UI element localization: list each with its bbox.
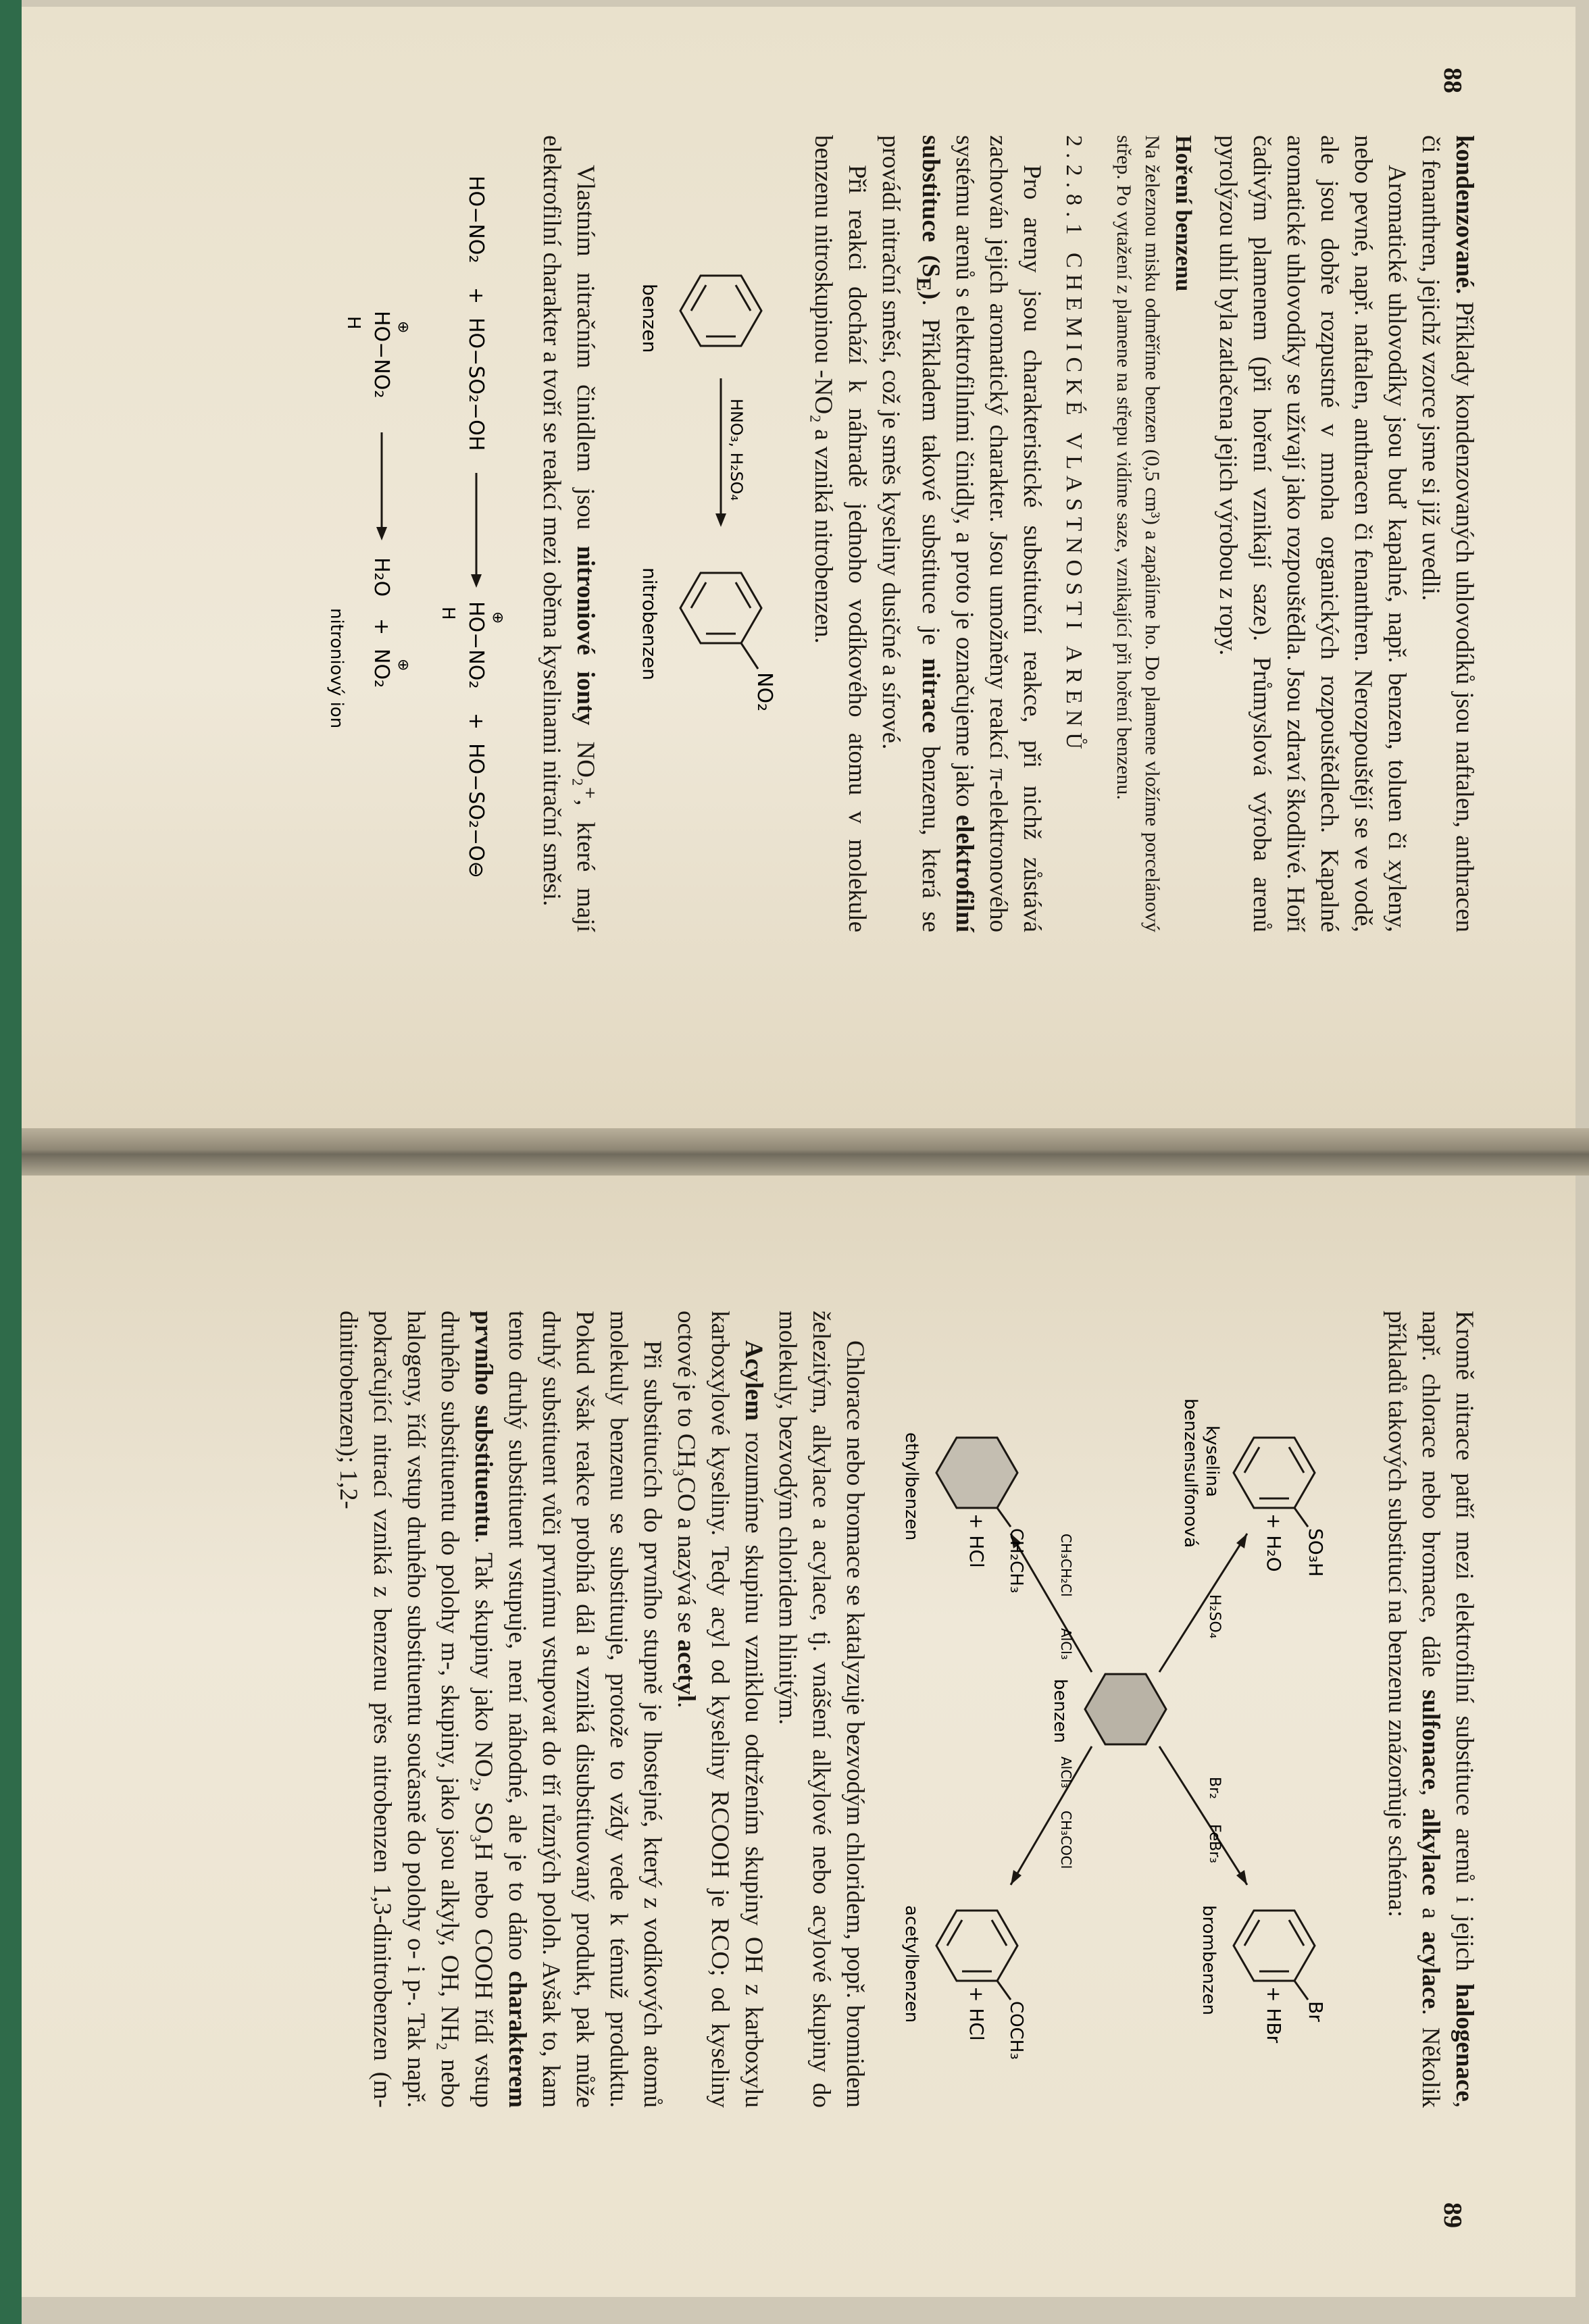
reactant-label: benzen (638, 284, 661, 353)
alkylation-substituent: CH₂CH₃ (1006, 1528, 1026, 1594)
page-89 (22, 1176, 1575, 2297)
alkylation-catalyst: AlCl₃ (1058, 1628, 1074, 1660)
eq1-product2: HO−SO₂−O⊖ (463, 743, 488, 878)
eq1-plus: + (463, 287, 488, 305)
nitronium-label: nitroniový ion (326, 608, 347, 729)
bromination-substituent: Br (1305, 2001, 1327, 2022)
scheme-diagram (889, 1311, 1362, 2108)
center-benzene-ring (1085, 1674, 1166, 1744)
paragraph: Chlorace nebo bromace se katalyzuje bezvodým chloridem, popř. bromidem železitým, alkylace a acylace, tj. vnášení alkylové nebo acylové skupiny do molekuly, bezvodým chloridem hlinitým. (774, 1311, 869, 2108)
equation-2 (326, 311, 411, 728)
bromination-label: brombenzen (1199, 1905, 1219, 2015)
eq2-product2: NO₂ (369, 649, 393, 688)
eq1-plus2: + (463, 713, 488, 730)
paragraph: Pro areny jsou charakteristické substituční reakce, při nichž zůstává zachován jejich aromatický charakter. Jsou umožněny reakcí π-elektronového systému arenů s elektrofilními činidly, a proto je označujeme jako elektrofilní substituce $(S_E)$. Příkladem takové substituce je nitrace benzenu, která se provádí nitrační směsí, což je směs kyseliny dusičné a sírové. (876, 135, 1046, 932)
experiment-text: Na železnou misku odměříme benzen (0,5 cm³) a zapálíme ho. Do plamene vložíme porcelánový střep. Po vytažení z plamene na střepu vidíme saze, vznikající při hoření benzenu. (1113, 135, 1163, 932)
acylation-reagent: CH₃COCl (1058, 1811, 1074, 1869)
eq2-plus: + (369, 618, 393, 636)
sulfonation-reagent: H₂SO₄ (1206, 1594, 1223, 1639)
arrow-head (1011, 1870, 1022, 1885)
eq1-hydrogen: H (437, 607, 458, 620)
acylation-catalyst: AlCl₃ (1058, 1757, 1074, 1788)
eq2-hydrogen: H (343, 316, 363, 330)
nitronium-equations (314, 135, 517, 932)
text-column (297, 135, 1481, 932)
equation-1 (438, 176, 506, 878)
alkylation-reagent: CH₃CH₂Cl (1058, 1534, 1074, 1597)
bromination-byproduct: + HBr (1263, 1986, 1285, 2044)
nitration-scheme (620, 135, 788, 932)
alkylation-byproduct: + HCl (965, 1513, 988, 1568)
paragraph: Acylem rozumíme skupinu vzniklou odtržením skupiny OH z karboxylu karboxylové kyseliny. Tedy acyl od kyseliny RCOOH je RCO; od kyseliny octové je to CH₃CO a nazývá se acetyl. (672, 1311, 767, 2108)
sulfonation-byproduct: + H₂O (1263, 1513, 1285, 1572)
arrow-head (715, 513, 726, 527)
text-column (331, 1311, 1481, 2108)
eq2-charge: ⊕ (394, 321, 411, 334)
sulfonation-substituent: SO₃H (1305, 1528, 1327, 1577)
eq1-reactant2: HO−SO₂−OH (463, 318, 488, 451)
substituent-label: NO₂ (752, 672, 776, 712)
eq1-charge: ⊕ (488, 611, 506, 624)
page-number: 89 (1438, 2202, 1467, 2228)
eq1-product1: HO−NO₂ (463, 601, 488, 689)
sulfonation-label-2: benzensulfonová (1180, 1398, 1201, 1548)
center-label: benzen (1050, 1679, 1070, 1744)
acylation-byproduct: + HCl (965, 1986, 988, 2041)
acylation-label: acetylbenzen (901, 1905, 922, 2023)
nitrobenzene-ring (680, 573, 761, 669)
section-heading: 2.2.8.1 CHEMICKÉ VLASTNOSTI ARENŮ (1061, 135, 1086, 755)
bold-term: elektrofilní substituce $(S_E)$ (912, 135, 978, 932)
equation-diagram (314, 135, 517, 932)
bold-term: kondenzované. (1451, 135, 1478, 295)
reagent-label: HNO₃, H₂SO₄ (726, 399, 746, 501)
bold-term: nitroniové ionty (571, 545, 599, 726)
book-binding (0, 0, 22, 2324)
paragraph: Aromatické uhlovodíky jsou buď kapalné, např. benzen, toluen či xyleny, nebo pevné, např. naftalen, anthracen či fenanthren. Nerozpouštějí se ve vodě, ale jsou dobře rozpustné v mnoha organických rozpouštědlech. Kapalné aromatické uhlovodíky se užívají jako rozpouštědla. Jsou zdraví škodlivé. Hoří čadivým plamenem (při hoření vznikají saze). Průmyslová výroba arenů pyrolýzou uhlí byla zatlačena jejich výrobou z ropy. (1214, 135, 1411, 932)
nitration-diagram (620, 135, 788, 932)
experiment-heading: Hoření benzenu (1171, 135, 1196, 292)
paragraph: kondenzované. Příklady kondenzovaných uhlovodíků jsou naftalen, anthracen či fenanthren, jejichž vzorce jsme si již uvedli. (1417, 135, 1478, 932)
paragraph: Při substitucích do prvního stupně je lhostejné, který z vodíkových atomů molekuly benzenu se substituuje, protože to vždy vede k témuž produktu. Pokud však reakce probíhá dál a vzniká disubstituovaný produkt, pak může druhý substituent vůči prvnímu vstupovat do tří různých poloh. Avšak to, kam tento druhý substituent vstupuje, není náhodné, ale je to dáno charakterem prvního substituentu. Tak skupiny jako NO₂, SO₃H nebo COOH řídí vstup druhého substituentu do polohy m-, skupiny, jako jsou alkyly, OH, NH₂ nebo halogeny, řídí vstup druhého substituentu současně do polohy o- i p-. Tak např. pokračující nitrací vzniká z benzenu přes nitrobenzen 1,3-dinitrobenzen (m-dinitrobenzen); 1,2- (334, 1311, 666, 2108)
paragraph: Při reakci dochází k náhradě jednoho vodíkového atomu v molekule benzenu nitroskupinou -NO₂ a vzniká nitrobenzen. (809, 135, 871, 932)
benzene-ring (680, 276, 761, 346)
eq2-reactant: HO−NO₂ (369, 311, 393, 399)
sulfonation-label: kyselina (1202, 1425, 1222, 1497)
page-number: 88 (1438, 68, 1467, 93)
page-88 (22, 7, 1575, 1128)
bromination-reagent: Br₂ (1206, 1777, 1223, 1799)
eq1-reactant1: HO−NO₂ (463, 176, 488, 263)
sulfonation-arrow (1159, 1534, 1247, 1672)
acylation-substituent: COCH₃ (1006, 2001, 1026, 2060)
alkylation-label: ethylbenzen (901, 1432, 922, 1541)
substitution-scheme (889, 1311, 1362, 2108)
product-label: nitrobenzen (638, 567, 661, 680)
eq2-arrow-head (376, 527, 387, 540)
bold-term: nitrace (917, 658, 944, 734)
book-gutter (0, 1128, 1589, 1176)
eq1-arrow-head (471, 574, 482, 588)
acylation-arrow (1011, 1746, 1092, 1885)
bromination-catalyst: FeBr₃ (1206, 1824, 1223, 1863)
paragraph: Vlastním nitračním činidlem jsou nitroniové ionty NO₂⁺, které mají elektrofilní charakter a tvoří se reakcí mezi oběma kyselinami nitrační směsi. (537, 135, 599, 933)
eq2-charge2: ⊕ (394, 659, 411, 672)
bromination-arrow (1159, 1746, 1247, 1885)
paragraph: Kromě nitrace patří mezi elektrofilní substituce arenů i jejich halogenace, např. chlorace nebo bromace, dále sulfonace, alkylace a acylace. Několik příkladů takových substitucí na benzenu znázorňuje schéma: (1383, 1311, 1478, 2108)
eq2-product1: H₂O (369, 557, 393, 597)
